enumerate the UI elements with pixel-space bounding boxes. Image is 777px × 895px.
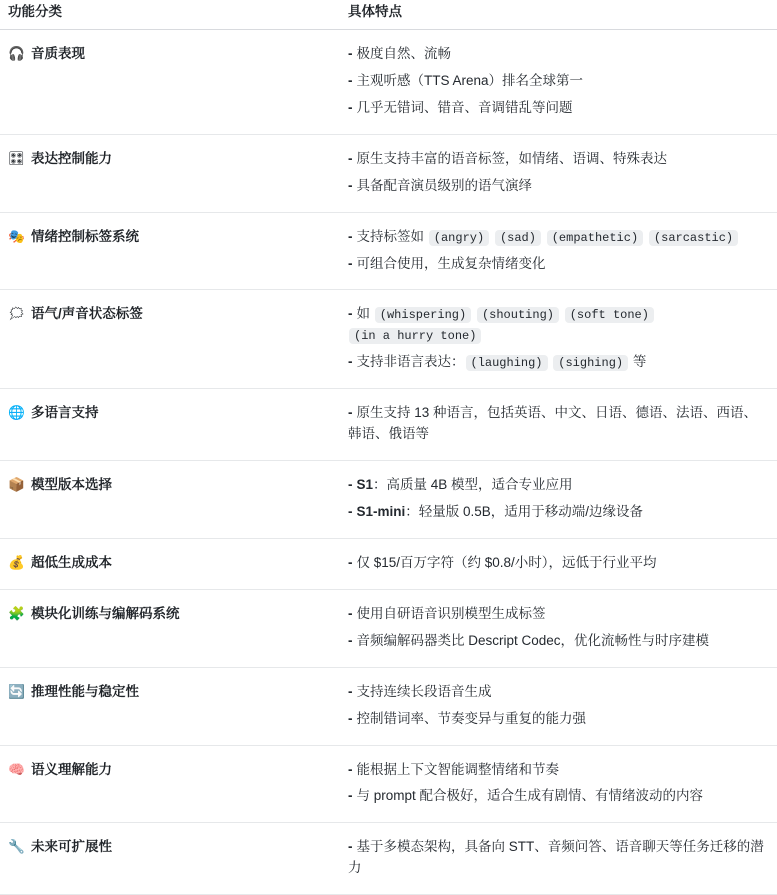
feature-line	[348, 786, 769, 807]
feature-text: 如	[356, 306, 374, 322]
table-row	[0, 461, 777, 539]
headphone-icon: 🎧	[8, 46, 25, 62]
table-row	[0, 389, 777, 461]
inline-tag: (sarcastic)	[649, 230, 738, 246]
masks-icon: 🎭	[8, 228, 25, 245]
features-cell	[340, 589, 777, 667]
feature-text: 极度自然、流畅	[356, 46, 451, 61]
bullet-dash: -	[348, 177, 353, 193]
features-cell	[340, 290, 777, 389]
feature-text: 能根据上下文智能调整情绪和节奏	[356, 761, 559, 777]
feature-line	[348, 149, 769, 170]
refresh-icon: 🔄	[8, 683, 25, 700]
table-row	[0, 745, 777, 823]
table-row	[0, 538, 777, 589]
bullet-dash: -	[348, 554, 353, 570]
feature-text: 与 prompt 配合极好，适合生成有剧情、有情绪波动的内容	[356, 788, 704, 804]
category-label: 表达控制能力	[31, 150, 112, 166]
table-row	[0, 212, 777, 290]
feature-line	[348, 682, 769, 703]
feature-text	[644, 229, 648, 244]
features-cell	[340, 667, 777, 745]
feature-text: ：轻量版 0.5B，适用于移动端/边缘设备	[405, 503, 644, 519]
feature-text: 控制错词率、节奏变异与重复的能力强	[356, 710, 586, 726]
control-knob-icon: 🎛	[8, 150, 26, 167]
category-cell	[0, 538, 340, 589]
category-cell	[0, 823, 340, 895]
table-header	[0, 0, 777, 30]
feature-text	[490, 229, 494, 244]
bullet-dash: -	[348, 477, 353, 493]
feature-line	[348, 475, 769, 496]
inline-tag: (angry)	[429, 230, 489, 246]
category-label: 模型版本选择	[31, 477, 112, 493]
features-cell	[340, 745, 777, 823]
category-cell	[0, 212, 340, 290]
bullet-dash: -	[348, 306, 353, 322]
brain-icon: 🧠	[8, 761, 25, 778]
inline-tag: (shouting)	[477, 307, 559, 323]
bold-text: S1-mini	[356, 503, 406, 519]
inline-tag: (in a hurry tone)	[349, 328, 481, 344]
category-cell	[0, 290, 340, 389]
feature-line	[348, 837, 769, 879]
category-label: 未来可扩展性	[31, 839, 112, 855]
feature-line	[348, 254, 769, 275]
category-cell	[0, 389, 340, 461]
category-label: 多语言支持	[31, 405, 99, 421]
bullet-dash: -	[348, 503, 353, 519]
feature-line	[348, 304, 769, 346]
bullet-dash: -	[348, 788, 353, 804]
inline-tag: (sighing)	[553, 355, 628, 371]
category-label: 模块化训练与编解码系统	[31, 605, 180, 621]
table-row	[0, 589, 777, 667]
money-bag-icon: 💰	[8, 554, 25, 571]
feature-text: 支持标签如	[356, 228, 428, 244]
features-cell	[340, 212, 777, 290]
feature-line	[348, 631, 769, 652]
inline-tag: (soft tone)	[565, 307, 654, 323]
feature-text: 支持非语言表达：	[356, 354, 465, 370]
category-cell	[0, 745, 340, 823]
feature-text	[542, 229, 546, 244]
feature-line	[348, 352, 769, 373]
category-cell	[0, 30, 340, 135]
features-cell	[340, 538, 777, 589]
bullet-dash: -	[348, 710, 353, 726]
category-label: 音质表现	[31, 46, 85, 61]
feature-text: 可组合使用，生成复杂情绪变化	[356, 255, 546, 271]
bullet-dash: -	[348, 255, 353, 271]
feature-line	[348, 604, 769, 625]
feature-line	[348, 176, 769, 197]
table-row	[0, 290, 777, 389]
category-label: 推理性能与稳定性	[31, 683, 139, 699]
feature-line	[348, 44, 769, 65]
feature-line	[348, 227, 769, 248]
feature-text: 原生支持丰富的语音标签，如情绪、语调、特殊表达	[356, 150, 667, 166]
category-cell	[0, 461, 340, 539]
category-cell	[0, 134, 340, 212]
feature-text: 支持连续长段语音生成	[356, 683, 492, 699]
features-cell	[340, 461, 777, 539]
table-header-row	[0, 0, 777, 30]
inline-tag: (whispering)	[375, 307, 471, 323]
column-header-features: 具体特点	[340, 0, 777, 30]
feature-line	[348, 71, 769, 92]
bullet-dash: -	[348, 354, 353, 370]
category-cell	[0, 667, 340, 745]
features-cell	[340, 389, 777, 461]
category-label: 超低生成成本	[31, 554, 112, 570]
feature-text: 使用自研语音识别模型生成标签	[356, 605, 546, 621]
category-label: 语义理解能力	[31, 761, 112, 777]
feature-line	[348, 98, 769, 119]
feature-text: 主观听感（TTS Arena）排名全球第一	[356, 72, 584, 88]
inline-tag: (laughing)	[466, 355, 548, 371]
inline-tag: (empathetic)	[547, 230, 643, 246]
wrench-icon: 🔧	[8, 839, 25, 856]
feature-line	[348, 760, 769, 781]
feature-line	[348, 553, 769, 574]
bullet-dash: -	[348, 632, 353, 648]
bullet-dash: -	[348, 761, 353, 777]
category-label: 情绪控制标签系统	[31, 228, 139, 244]
feature-text: 具备配音演员级别的语气演绎	[356, 177, 532, 193]
feature-line	[348, 403, 769, 445]
speech-bubble-icon: 🗯	[8, 306, 26, 323]
bullet-dash: -	[348, 228, 353, 244]
globe-icon: 🌐	[8, 405, 25, 422]
feature-text: 音频编解码器类比 Descript Codec，优化流畅性与时序建模	[356, 632, 710, 648]
feature-text: 几乎无错词、错音、音调错乱等问题	[356, 99, 573, 115]
column-header-category: 功能分类	[0, 0, 340, 30]
features-cell	[340, 823, 777, 895]
table-row	[0, 823, 777, 895]
bullet-dash: -	[348, 150, 353, 166]
puzzle-piece-icon: 🧩	[8, 605, 25, 622]
bullet-dash: -	[348, 683, 353, 699]
category-label: 语气/声音状态标签	[31, 306, 143, 322]
bullet-dash: -	[348, 99, 353, 115]
bullet-dash: -	[348, 605, 353, 621]
features-cell	[340, 30, 777, 135]
feature-text: 基于多模态架构，具备向 STT、音频问答、语音聊天等任务迁移的潜力	[348, 839, 764, 876]
table-body	[0, 30, 777, 895]
features-cell	[340, 134, 777, 212]
package-icon: 📦	[8, 477, 25, 494]
feature-text	[560, 306, 564, 321]
bullet-dash: -	[348, 405, 353, 421]
feature-text: ：高质量 4B 模型，适合专业应用	[373, 477, 573, 493]
feature-text: 仅 $15/百万字符（约 $0.8/小时），远低于行业平均	[356, 554, 657, 570]
feature-line	[348, 502, 769, 523]
category-cell	[0, 589, 340, 667]
feature-text	[549, 354, 553, 369]
bullet-dash: -	[348, 72, 353, 88]
table-row	[0, 134, 777, 212]
feature-line	[348, 709, 769, 730]
inline-tag: (sad)	[495, 230, 541, 246]
bullet-dash: -	[348, 46, 353, 61]
bullet-dash: -	[348, 839, 353, 855]
feature-text: 原生支持 13 种语言，包括英语、中文、日语、德语、法语、西语、韩语、俄语等	[348, 405, 758, 442]
table-row	[0, 667, 777, 745]
feature-text	[472, 306, 476, 321]
feature-text: 等	[629, 354, 647, 370]
bold-text: S1	[356, 477, 374, 493]
table-row	[0, 30, 777, 135]
